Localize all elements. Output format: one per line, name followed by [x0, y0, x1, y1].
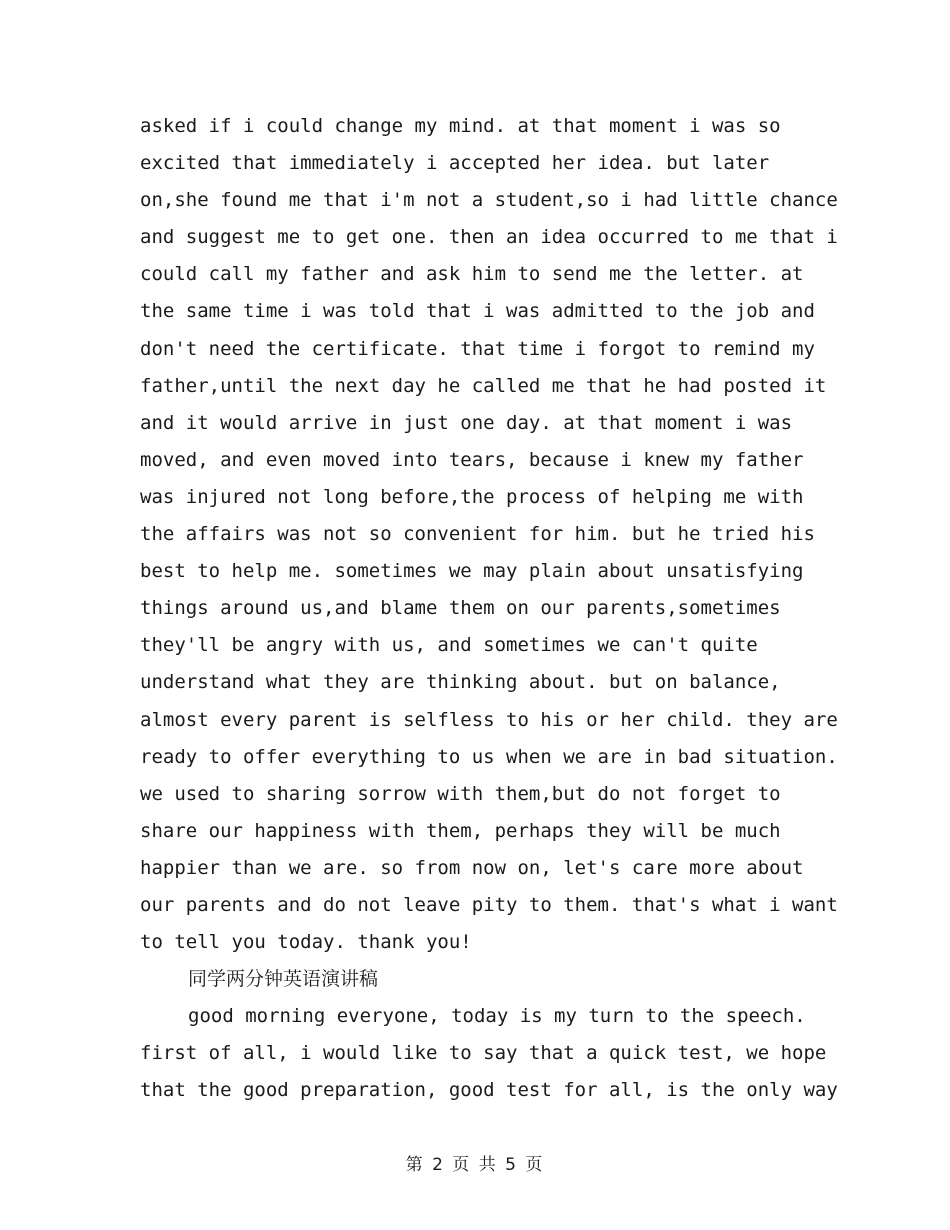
text-line: could call my father and ask him to send me the letter. at — [140, 263, 804, 286]
text-line: things around us,and blame them on our parents,sometimes — [140, 597, 781, 620]
text-line: good morning everyone, today is my turn to the speech. — [188, 1005, 806, 1028]
paragraph-continued — [140, 108, 838, 961]
text-line: was injured not long before,the process of helping me with — [140, 485, 804, 508]
text-line: first of all, i would like to say that a quick test, we hope — [140, 1042, 827, 1065]
text-line: our parents and do not leave pity to them. that's what i want — [140, 893, 838, 916]
text-line: happier than we are. so from now on, let's care more about — [140, 856, 804, 879]
text-line: and it would arrive in just one day. at that moment i was — [140, 411, 793, 434]
text-line: and suggest me to get one. then an idea occurred to me that i — [140, 226, 838, 249]
text-line: best to help me. sometimes we may plain about unsatisfying — [140, 560, 804, 583]
text-line: that the good preparation, good test for all, is the only way — [140, 1079, 838, 1102]
text-line: to tell you today. thank you! — [140, 931, 472, 954]
document-body — [140, 108, 838, 1110]
text-line: the same time i was told that i was admitted to the job and — [140, 300, 815, 323]
section-title: 同学两分钟英语演讲稿 — [188, 968, 379, 991]
text-line: asked if i could change my mind. at that moment i was so — [140, 115, 781, 137]
text-line: ready to offer everything to us when we are in bad situation. — [140, 745, 838, 768]
page-number-footer: 第 2 页 共 5 页 — [405, 1155, 545, 1175]
paragraph-speech — [140, 998, 838, 1109]
text-line: moved, and even moved into tears, because i knew my father — [140, 448, 804, 471]
text-line: they'll be angry with us, and sometimes we can't quite — [140, 634, 758, 657]
text-line: almost every parent is selfless to his or her child. they are — [140, 708, 838, 731]
text-line: father,until the next day he called me that he had posted it — [140, 374, 827, 397]
text-line: share our happiness with them, perhaps they will be much — [140, 819, 781, 842]
text-line: the affairs was not so convenient for him. but he tried his — [140, 523, 815, 546]
text-line: on,she found me that i'm not a student,so i had little chance — [140, 189, 838, 212]
text-line: excited that immediately i accepted her idea. but later — [140, 152, 770, 175]
text-line: we used to sharing sorrow with them,but do not forget to — [140, 782, 781, 805]
text-line: don't need the certificate. that time i forgot to remind my — [140, 337, 815, 360]
text-line: understand what they are thinking about. but on balance, — [140, 671, 781, 694]
